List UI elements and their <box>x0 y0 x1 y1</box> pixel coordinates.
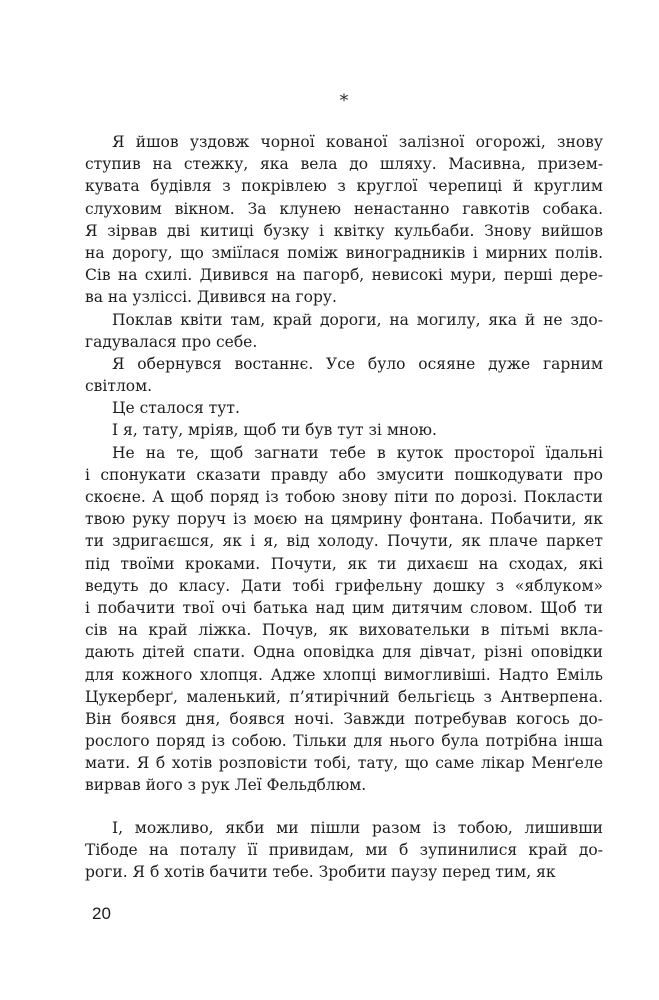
text-line: рослого поряд із собою. Тільки для нього була потрібна інша <box>85 732 603 751</box>
text-line: гадувалася про себе. <box>85 332 258 351</box>
section-divider: * <box>339 91 349 111</box>
text-line: вирвав його з рук Леї Фельдблюм. <box>85 776 367 795</box>
text-line: Я зірвав дві китиці бузку і квітку кульбаби. Знову вийшов <box>85 221 603 240</box>
text-line: І, можливо, якби ми пішли разом із тобою, лишивши <box>112 818 603 837</box>
text-line: ведуть до класу. Дати тобі грифельну дошку з «яблуком» <box>85 576 603 595</box>
text-line: дають дітей спати. Одна оповідка для дівчат, різні оповідки <box>85 643 603 662</box>
text-line: кувата будівля з покрівлею з круглої черепиці й круглим <box>85 177 603 196</box>
page-number: 20 <box>92 904 111 923</box>
text-line: Я обернувся востаннє. Усе було осяяне дуже гарним <box>112 354 603 373</box>
text-line: Цукерберґ, маленький, п’ятирічний бельгієць з Антверпена. <box>85 687 603 706</box>
text-line: мати. Я б хотів розповісти тобі, тату, що саме лікар Менґеле <box>85 754 603 773</box>
text-line: на дорогу, що зміїлася поміж виноградників і мирних полів. <box>85 243 603 262</box>
paragraph <box>85 309 603 353</box>
paragraph <box>85 131 603 309</box>
paragraph <box>85 817 603 884</box>
text-line: І я, тату, мріяв, щоб ти був тут зі мною. <box>112 421 437 440</box>
text-line: ступив на стежку, яка вела до шляху. Масивна, призем- <box>85 155 603 174</box>
text-line: для кожного хлопця. Адже хлопці вимогливіші. Надто Еміль <box>85 665 603 684</box>
text-line: і побачити твої очі батька над цим дитячим словом. Щоб ти <box>85 598 603 617</box>
text-line: і спонукати сказати правду або змусити пошкодувати про <box>85 465 603 484</box>
paragraph <box>85 397 603 419</box>
text-line: сів на край ліжка. Почув, як виховательки в пітьмі вкла- <box>85 621 603 640</box>
text-line: Він боявся дня, боявся ночі. Завжди потребував когось до- <box>85 709 603 728</box>
text-line: Сів на схилі. Дивився на пагорб, невисокі мури, перші дере- <box>85 266 603 285</box>
text-line: Це сталося тут. <box>112 399 240 418</box>
text-line: роги. Я б хотів бачити тебе. Зробити паузу перед тим, як <box>85 863 556 881</box>
text-line: слуховим вікном. За клунею ненастанно гавкотів собака. <box>85 199 603 218</box>
text-line: Я йшов уздовж чорної кованої залізної огорожі, знову <box>112 133 603 151</box>
text-line: ти здригаєшся, як і я, від холоду. Почути, як плаче паркет <box>85 532 603 551</box>
text-block <box>85 131 603 883</box>
text-line: ва на узліссі. Дивився на гору. <box>85 288 337 307</box>
text-line: Тібоде на поталу її привидам, ми б зупинилися край до- <box>85 840 603 859</box>
text-line: світлом. <box>85 377 153 396</box>
text-line: Не на те, щоб загнати тебе в куток просторої їдальні <box>112 443 603 462</box>
text-line: Поклав квіти там, край дороги, на могилу, яка й не здо- <box>112 310 603 329</box>
paragraph <box>85 442 603 797</box>
text-line: під твоїми кроками. Почути, як ти дихаєш на сходах, які <box>85 554 603 573</box>
text-line: скоєне. А щоб поряд із тобою знову піти по дорозі. Покласти <box>85 488 603 506</box>
paragraph <box>85 419 603 441</box>
text-line: твою руку поруч із моєю на цямрину фонтана. Побачити, як <box>85 510 603 529</box>
paragraph <box>85 353 603 397</box>
